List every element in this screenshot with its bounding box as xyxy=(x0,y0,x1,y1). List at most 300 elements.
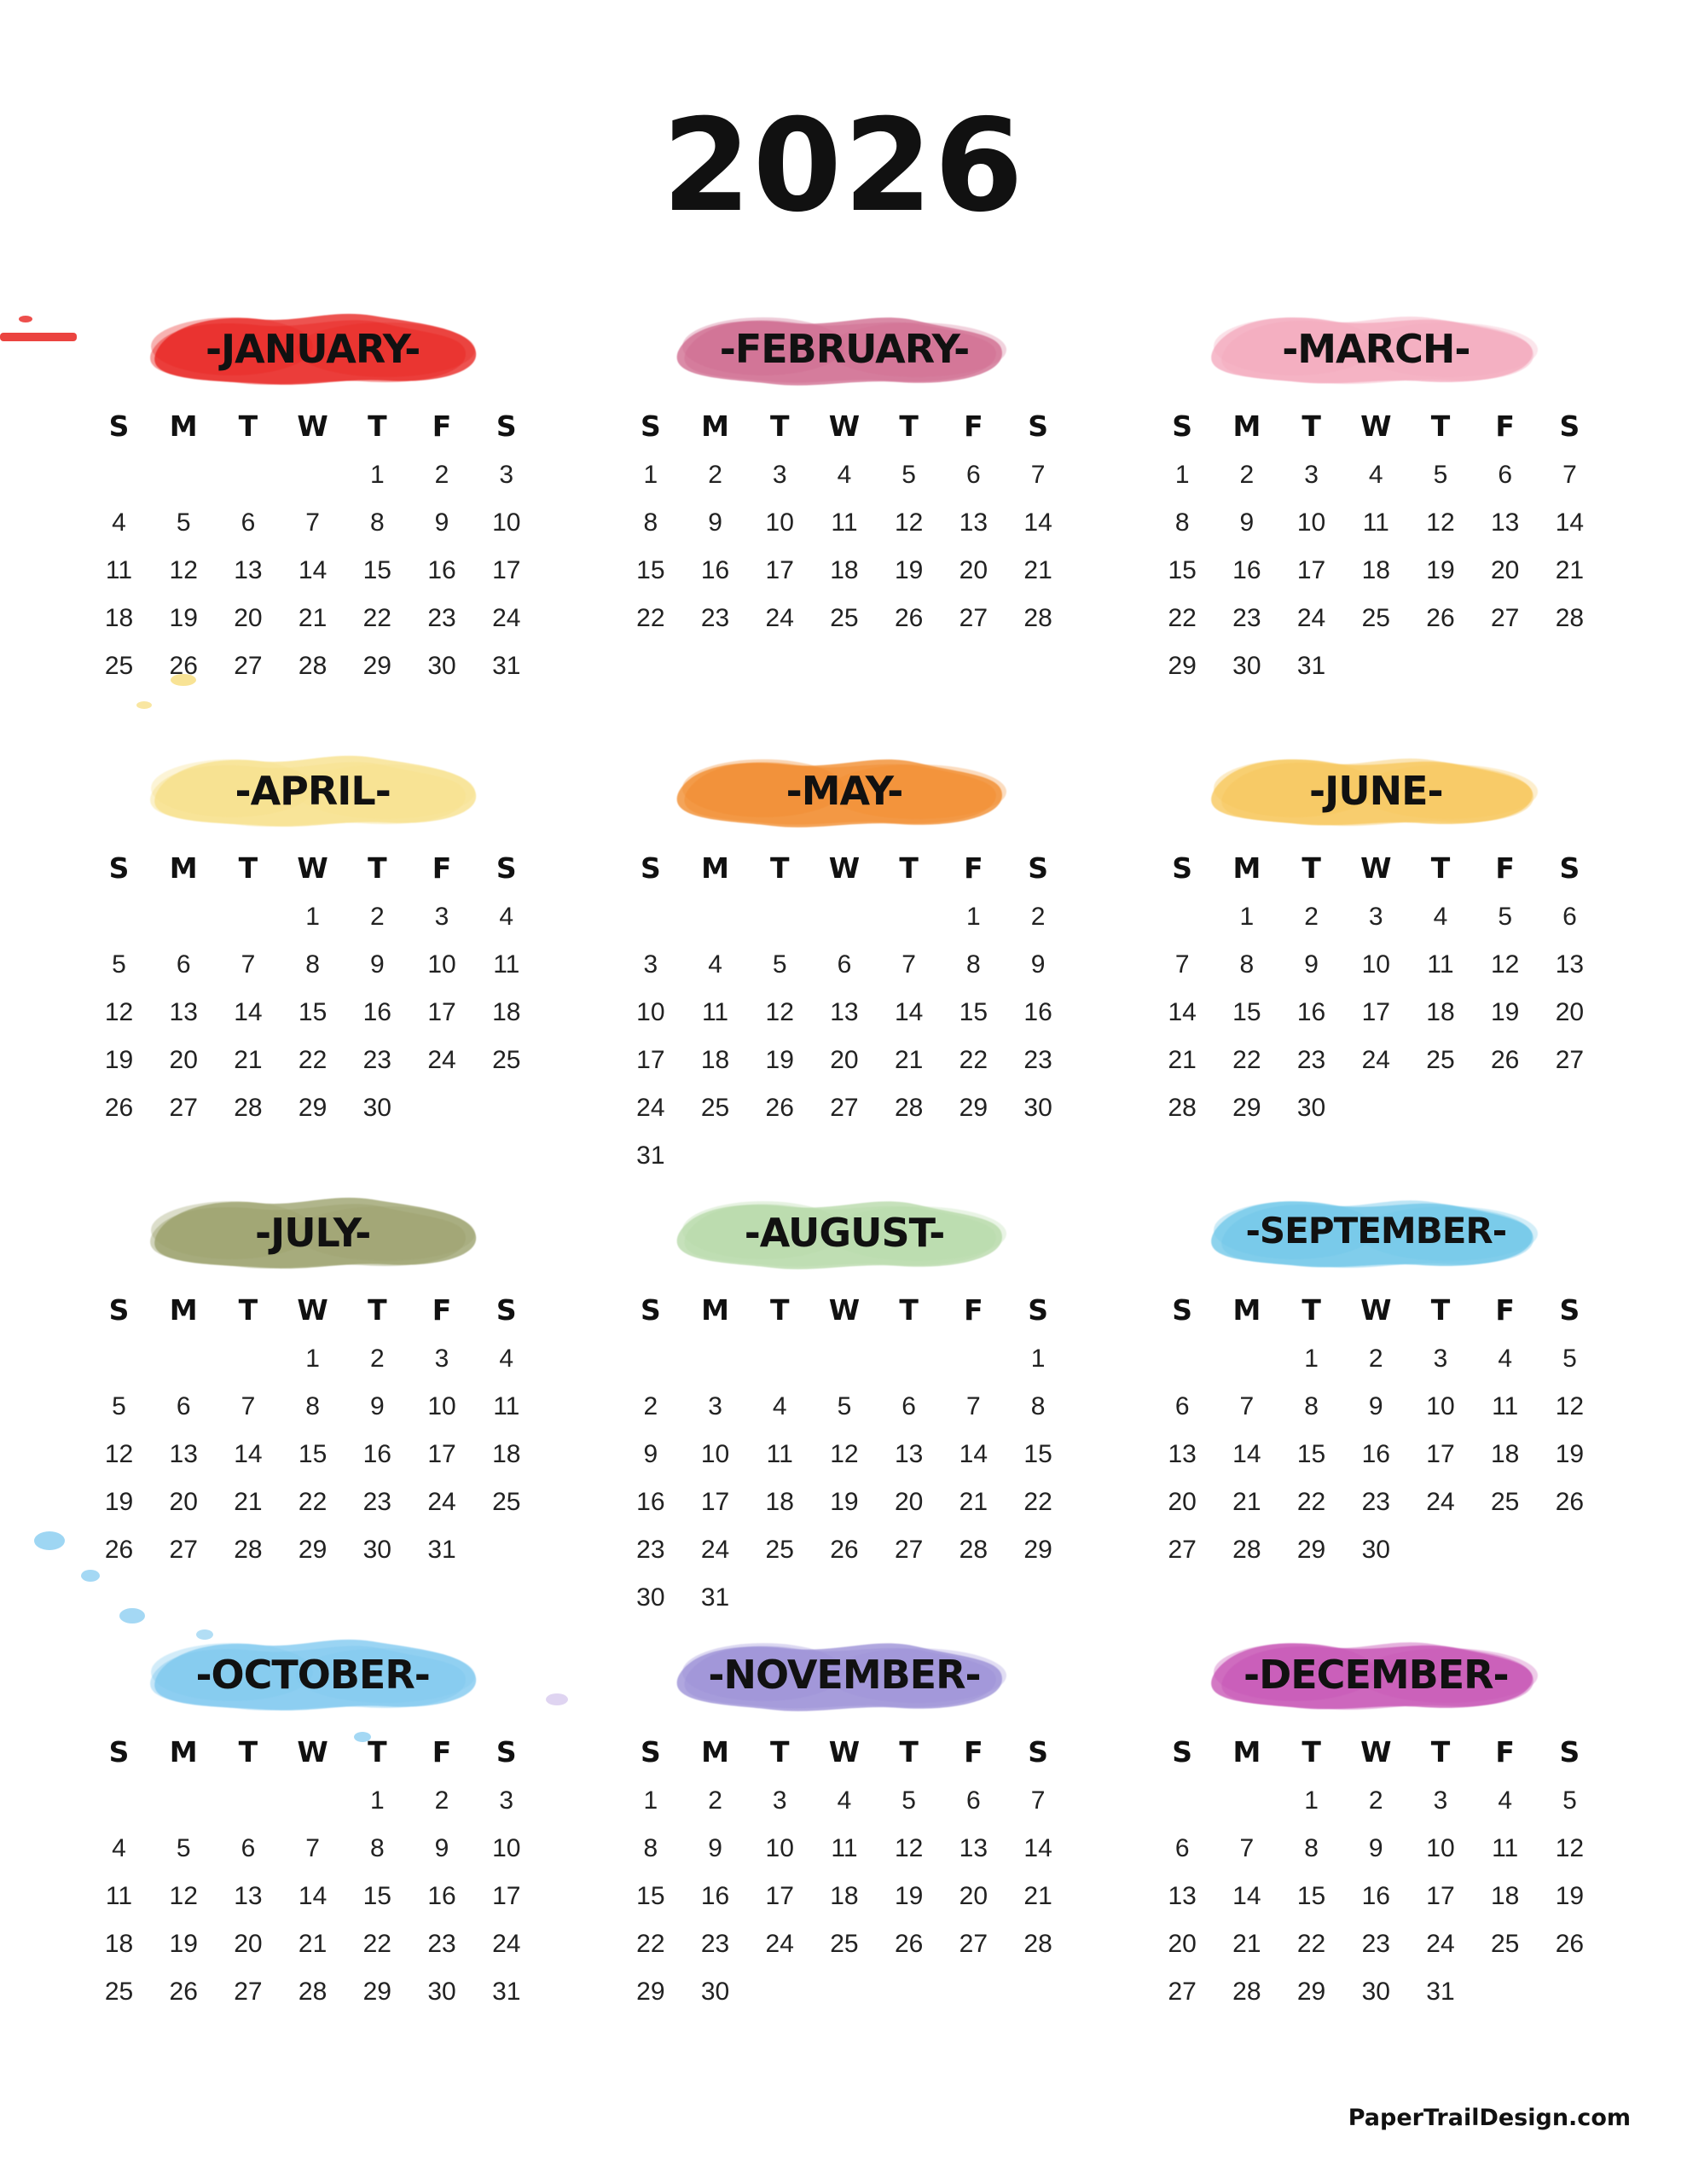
day-cell[interactable]: 20 xyxy=(1555,998,1585,1026)
day-cell[interactable]: 24 xyxy=(492,604,521,632)
day-cell[interactable]: 10 xyxy=(765,508,794,537)
day-cell[interactable]: 26 xyxy=(169,1978,198,2006)
day-cell[interactable]: 25 xyxy=(104,1978,134,2006)
day-cell[interactable]: 27 xyxy=(1168,1978,1197,2006)
day-cell[interactable]: 27 xyxy=(234,1978,263,2006)
day-cell[interactable]: 31 xyxy=(492,652,521,680)
day-cell[interactable]: 5 xyxy=(901,1786,916,1815)
day-cell[interactable]: 16 xyxy=(362,1440,391,1468)
day-cell[interactable]: 8 xyxy=(305,950,320,979)
day-cell[interactable]: 24 xyxy=(1426,1488,1455,1516)
day-cell[interactable]: 24 xyxy=(636,1094,665,1122)
day-cell[interactable]: 3 xyxy=(772,1786,787,1815)
day-cell[interactable]: 3 xyxy=(499,461,514,489)
day-cell[interactable]: 9 xyxy=(369,950,385,979)
day-cell[interactable]: 28 xyxy=(1232,1536,1261,1564)
day-cell[interactable]: 23 xyxy=(427,604,456,632)
day-cell[interactable]: 18 xyxy=(700,1046,730,1074)
day-cell[interactable]: 12 xyxy=(830,1440,859,1468)
day-cell[interactable]: 23 xyxy=(636,1536,665,1564)
day-cell[interactable]: 14 xyxy=(234,998,263,1026)
day-cell[interactable]: 29 xyxy=(1168,652,1197,680)
day-cell[interactable]: 23 xyxy=(427,1930,456,1958)
day-cell[interactable]: 10 xyxy=(427,950,456,979)
day-cell[interactable]: 5 xyxy=(901,461,916,489)
day-cell[interactable]: 4 xyxy=(499,1345,514,1373)
day-cell[interactable]: 22 xyxy=(298,1046,328,1074)
day-cell[interactable]: 9 xyxy=(708,1834,722,1862)
day-cell[interactable]: 22 xyxy=(1296,1488,1326,1516)
day-cell[interactable]: 26 xyxy=(169,652,198,680)
day-cell[interactable]: 16 xyxy=(1232,556,1261,584)
day-cell[interactable]: 3 xyxy=(434,903,449,931)
day-cell[interactable]: 18 xyxy=(492,1440,521,1468)
day-cell[interactable]: 9 xyxy=(434,1834,449,1862)
day-cell[interactable]: 18 xyxy=(765,1488,794,1516)
day-cell[interactable]: 5 xyxy=(176,508,191,537)
day-cell[interactable]: 10 xyxy=(765,1834,794,1862)
day-cell[interactable]: 17 xyxy=(636,1046,665,1074)
day-cell[interactable]: 26 xyxy=(765,1094,794,1122)
day-cell[interactable]: 30 xyxy=(636,1583,665,1612)
day-cell[interactable]: 12 xyxy=(169,1882,198,1910)
day-cell[interactable]: 27 xyxy=(959,604,988,632)
day-cell[interactable]: 24 xyxy=(765,604,794,632)
day-cell[interactable]: 16 xyxy=(427,1882,456,1910)
day-cell[interactable]: 17 xyxy=(427,1440,456,1468)
day-cell[interactable]: 19 xyxy=(169,604,198,632)
day-cell[interactable]: 22 xyxy=(362,604,391,632)
day-cell[interactable]: 23 xyxy=(1361,1930,1390,1958)
day-cell[interactable]: 17 xyxy=(427,998,456,1026)
day-cell[interactable]: 15 xyxy=(959,998,988,1026)
day-cell[interactable]: 18 xyxy=(1426,998,1455,1026)
day-cell[interactable]: 13 xyxy=(169,1440,198,1468)
day-cell[interactable]: 13 xyxy=(959,508,988,537)
day-cell[interactable]: 11 xyxy=(766,1440,793,1468)
day-cell[interactable]: 23 xyxy=(362,1488,391,1516)
day-cell[interactable]: 27 xyxy=(169,1094,198,1122)
day-cell[interactable]: 2 xyxy=(1239,461,1255,489)
day-cell[interactable]: 13 xyxy=(959,1834,988,1862)
day-cell[interactable]: 16 xyxy=(427,556,456,584)
day-cell[interactable]: 28 xyxy=(1023,1930,1052,1958)
day-cell[interactable]: 15 xyxy=(298,998,328,1026)
day-cell[interactable]: 11 xyxy=(1492,1392,1519,1420)
day-cell[interactable]: 10 xyxy=(492,508,521,537)
day-cell[interactable]: 1 xyxy=(1304,1345,1319,1373)
day-cell[interactable]: 23 xyxy=(362,1046,391,1074)
day-cell[interactable]: 18 xyxy=(830,1882,859,1910)
day-cell[interactable]: 5 xyxy=(1562,1786,1577,1815)
day-cell[interactable]: 17 xyxy=(1426,1440,1455,1468)
day-cell[interactable]: 31 xyxy=(1426,1978,1455,2006)
day-cell[interactable]: 13 xyxy=(1168,1882,1197,1910)
day-cell[interactable]: 26 xyxy=(104,1536,134,1564)
day-cell[interactable]: 28 xyxy=(959,1536,988,1564)
day-cell[interactable]: 5 xyxy=(1562,1345,1577,1373)
day-cell[interactable]: 27 xyxy=(234,652,263,680)
day-cell[interactable]: 2 xyxy=(708,461,722,489)
day-cell[interactable]: 16 xyxy=(1023,998,1052,1026)
day-cell[interactable]: 7 xyxy=(1239,1392,1255,1420)
day-cell[interactable]: 11 xyxy=(701,998,729,1026)
day-cell[interactable]: 20 xyxy=(169,1488,198,1516)
day-cell[interactable]: 5 xyxy=(112,1392,126,1420)
day-cell[interactable]: 14 xyxy=(234,1440,263,1468)
day-cell[interactable]: 27 xyxy=(1490,604,1520,632)
day-cell[interactable]: 29 xyxy=(298,1536,328,1564)
day-cell[interactable]: 25 xyxy=(1490,1930,1520,1958)
day-cell[interactable]: 21 xyxy=(1023,556,1052,584)
day-cell[interactable]: 19 xyxy=(169,1930,198,1958)
day-cell[interactable]: 23 xyxy=(1296,1046,1326,1074)
day-cell[interactable]: 15 xyxy=(636,1882,665,1910)
day-cell[interactable]: 26 xyxy=(894,604,924,632)
day-cell[interactable]: 20 xyxy=(894,1488,924,1516)
day-cell[interactable]: 19 xyxy=(894,1882,924,1910)
day-cell[interactable]: 14 xyxy=(1555,508,1585,537)
day-cell[interactable]: 1 xyxy=(966,903,981,931)
day-cell[interactable]: 28 xyxy=(298,652,328,680)
day-cell[interactable]: 7 xyxy=(1030,1786,1046,1815)
day-cell[interactable]: 9 xyxy=(1368,1392,1383,1420)
day-cell[interactable]: 1 xyxy=(369,1786,385,1815)
day-cell[interactable]: 7 xyxy=(1030,461,1046,489)
day-cell[interactable]: 7 xyxy=(1174,950,1190,979)
day-cell[interactable]: 22 xyxy=(1296,1930,1326,1958)
day-cell[interactable]: 10 xyxy=(1426,1392,1455,1420)
day-cell[interactable]: 21 xyxy=(1023,1882,1052,1910)
day-cell[interactable]: 29 xyxy=(298,1094,328,1122)
day-cell[interactable]: 25 xyxy=(104,652,134,680)
day-cell[interactable]: 11 xyxy=(1362,508,1389,537)
day-cell[interactable]: 27 xyxy=(959,1930,988,1958)
day-cell[interactable]: 30 xyxy=(1296,1094,1326,1122)
day-cell[interactable]: 8 xyxy=(643,1834,658,1862)
day-cell[interactable]: 22 xyxy=(1168,604,1197,632)
day-cell[interactable]: 22 xyxy=(1023,1488,1052,1516)
day-cell[interactable]: 26 xyxy=(894,1930,924,1958)
day-cell[interactable]: 4 xyxy=(1368,461,1383,489)
day-cell[interactable]: 22 xyxy=(959,1046,988,1074)
day-cell[interactable]: 10 xyxy=(1426,1834,1455,1862)
day-cell[interactable]: 28 xyxy=(1168,1094,1197,1122)
day-cell[interactable]: 6 xyxy=(1174,1392,1190,1420)
day-cell[interactable]: 15 xyxy=(1023,1440,1052,1468)
day-cell[interactable]: 22 xyxy=(636,604,665,632)
day-cell[interactable]: 2 xyxy=(643,1392,658,1420)
day-cell[interactable]: 24 xyxy=(700,1536,730,1564)
day-cell[interactable]: 4 xyxy=(112,508,126,537)
day-cell[interactable]: 27 xyxy=(169,1536,198,1564)
day-cell[interactable]: 14 xyxy=(1023,508,1052,537)
day-cell[interactable]: 30 xyxy=(700,1978,730,2006)
day-cell[interactable]: 2 xyxy=(708,1786,722,1815)
day-cell[interactable]: 20 xyxy=(1168,1488,1197,1516)
day-cell[interactable]: 16 xyxy=(700,556,730,584)
day-cell[interactable]: 12 xyxy=(1555,1392,1585,1420)
day-cell[interactable]: 12 xyxy=(1426,508,1455,537)
day-cell[interactable]: 31 xyxy=(427,1536,456,1564)
day-cell[interactable]: 26 xyxy=(830,1536,859,1564)
day-cell[interactable]: 26 xyxy=(104,1094,134,1122)
day-cell[interactable]: 6 xyxy=(176,950,191,979)
day-cell[interactable]: 11 xyxy=(105,556,133,584)
day-cell[interactable]: 24 xyxy=(492,1930,521,1958)
day-cell[interactable]: 19 xyxy=(830,1488,859,1516)
day-cell[interactable]: 24 xyxy=(1426,1930,1455,1958)
day-cell[interactable]: 22 xyxy=(636,1930,665,1958)
day-cell[interactable]: 25 xyxy=(765,1536,794,1564)
day-cell[interactable]: 19 xyxy=(1555,1882,1585,1910)
day-cell[interactable]: 8 xyxy=(1304,1834,1319,1862)
day-cell[interactable]: 21 xyxy=(1232,1488,1261,1516)
day-cell[interactable]: 2 xyxy=(1368,1786,1383,1815)
day-cell[interactable]: 3 xyxy=(1368,903,1383,931)
day-cell[interactable]: 24 xyxy=(1296,604,1326,632)
day-cell[interactable]: 28 xyxy=(234,1536,263,1564)
day-cell[interactable]: 3 xyxy=(643,950,658,979)
day-cell[interactable]: 7 xyxy=(966,1392,981,1420)
day-cell[interactable]: 28 xyxy=(234,1094,263,1122)
day-cell[interactable]: 1 xyxy=(643,461,658,489)
day-cell[interactable]: 29 xyxy=(959,1094,988,1122)
day-cell[interactable]: 2 xyxy=(369,903,385,931)
day-cell[interactable]: 2 xyxy=(1030,903,1046,931)
day-cell[interactable]: 15 xyxy=(1232,998,1261,1026)
day-cell[interactable]: 13 xyxy=(1555,950,1585,979)
day-cell[interactable]: 27 xyxy=(1168,1536,1197,1564)
day-cell[interactable]: 24 xyxy=(427,1046,456,1074)
day-cell[interactable]: 17 xyxy=(765,556,794,584)
day-cell[interactable]: 11 xyxy=(105,1882,133,1910)
day-cell[interactable]: 23 xyxy=(1023,1046,1052,1074)
day-cell[interactable]: 11 xyxy=(1427,950,1454,979)
day-cell[interactable]: 20 xyxy=(234,1930,263,1958)
day-cell[interactable]: 3 xyxy=(1304,461,1319,489)
day-cell[interactable]: 18 xyxy=(492,998,521,1026)
day-cell[interactable]: 13 xyxy=(169,998,198,1026)
day-cell[interactable]: 10 xyxy=(700,1440,730,1468)
day-cell[interactable]: 10 xyxy=(427,1392,456,1420)
day-cell[interactable]: 4 xyxy=(708,950,722,979)
day-cell[interactable]: 12 xyxy=(1555,1834,1585,1862)
day-cell[interactable]: 12 xyxy=(894,508,924,537)
day-cell[interactable]: 29 xyxy=(362,1978,391,2006)
day-cell[interactable]: 30 xyxy=(362,1536,391,1564)
day-cell[interactable]: 20 xyxy=(1168,1930,1197,1958)
day-cell[interactable]: 14 xyxy=(1168,998,1197,1026)
day-cell[interactable]: 6 xyxy=(241,508,256,537)
day-cell[interactable]: 6 xyxy=(1562,903,1577,931)
day-cell[interactable]: 5 xyxy=(112,950,126,979)
day-cell[interactable]: 12 xyxy=(894,1834,924,1862)
day-cell[interactable]: 8 xyxy=(966,950,981,979)
day-cell[interactable]: 6 xyxy=(1174,1834,1190,1862)
day-cell[interactable]: 3 xyxy=(434,1345,449,1373)
day-cell[interactable]: 3 xyxy=(499,1786,514,1815)
day-cell[interactable]: 15 xyxy=(1296,1882,1326,1910)
day-cell[interactable]: 4 xyxy=(1498,1786,1513,1815)
day-cell[interactable]: 31 xyxy=(1296,652,1326,680)
day-cell[interactable]: 10 xyxy=(1296,508,1326,537)
day-cell[interactable]: 8 xyxy=(305,1392,320,1420)
day-cell[interactable]: 2 xyxy=(1368,1345,1383,1373)
day-cell[interactable]: 1 xyxy=(305,903,320,931)
day-cell[interactable]: 29 xyxy=(1232,1094,1261,1122)
day-cell[interactable]: 15 xyxy=(636,556,665,584)
day-cell[interactable]: 21 xyxy=(1168,1046,1197,1074)
day-cell[interactable]: 23 xyxy=(1232,604,1261,632)
day-cell[interactable]: 25 xyxy=(1426,1046,1455,1074)
day-cell[interactable]: 18 xyxy=(1361,556,1390,584)
day-cell[interactable]: 24 xyxy=(427,1488,456,1516)
day-cell[interactable]: 21 xyxy=(959,1488,988,1516)
day-cell[interactable]: 25 xyxy=(830,1930,859,1958)
day-cell[interactable]: 20 xyxy=(169,1046,198,1074)
day-cell[interactable]: 29 xyxy=(1296,1536,1326,1564)
day-cell[interactable]: 13 xyxy=(830,998,859,1026)
day-cell[interactable]: 25 xyxy=(830,604,859,632)
day-cell[interactable]: 14 xyxy=(1232,1440,1261,1468)
day-cell[interactable]: 7 xyxy=(305,508,320,537)
day-cell[interactable]: 12 xyxy=(765,998,794,1026)
day-cell[interactable]: 13 xyxy=(1490,508,1520,537)
day-cell[interactable]: 7 xyxy=(241,1392,256,1420)
day-cell[interactable]: 9 xyxy=(434,508,449,537)
day-cell[interactable]: 7 xyxy=(305,1834,320,1862)
day-cell[interactable]: 1 xyxy=(369,461,385,489)
day-cell[interactable]: 19 xyxy=(894,556,924,584)
day-cell[interactable]: 7 xyxy=(1239,1834,1255,1862)
day-cell[interactable]: 21 xyxy=(298,1930,328,1958)
day-cell[interactable]: 3 xyxy=(1433,1786,1448,1815)
day-cell[interactable]: 14 xyxy=(1023,1834,1052,1862)
day-cell[interactable]: 21 xyxy=(298,604,328,632)
day-cell[interactable]: 2 xyxy=(434,461,449,489)
day-cell[interactable]: 12 xyxy=(104,998,134,1026)
day-cell[interactable]: 16 xyxy=(1296,998,1326,1026)
day-cell[interactable]: 8 xyxy=(1239,950,1255,979)
day-cell[interactable]: 29 xyxy=(1023,1536,1052,1564)
day-cell[interactable]: 11 xyxy=(831,1834,858,1862)
day-cell[interactable]: 31 xyxy=(700,1583,730,1612)
day-cell[interactable]: 8 xyxy=(369,508,385,537)
day-cell[interactable]: 17 xyxy=(1426,1882,1455,1910)
day-cell[interactable]: 30 xyxy=(427,652,456,680)
day-cell[interactable]: 16 xyxy=(1361,1882,1390,1910)
day-cell[interactable]: 24 xyxy=(765,1930,794,1958)
day-cell[interactable]: 16 xyxy=(700,1882,730,1910)
day-cell[interactable]: 2 xyxy=(434,1786,449,1815)
day-cell[interactable]: 4 xyxy=(772,1392,787,1420)
day-cell[interactable]: 8 xyxy=(643,508,658,537)
day-cell[interactable]: 15 xyxy=(362,1882,391,1910)
day-cell[interactable]: 30 xyxy=(1023,1094,1052,1122)
day-cell[interactable]: 6 xyxy=(1498,461,1513,489)
day-cell[interactable]: 21 xyxy=(894,1046,924,1074)
day-cell[interactable]: 18 xyxy=(1490,1882,1520,1910)
day-cell[interactable]: 30 xyxy=(1361,1536,1390,1564)
day-cell[interactable]: 9 xyxy=(1030,950,1046,979)
day-cell[interactable]: 13 xyxy=(1168,1440,1197,1468)
day-cell[interactable]: 29 xyxy=(636,1978,665,2006)
day-cell[interactable]: 23 xyxy=(700,604,730,632)
day-cell[interactable]: 30 xyxy=(1361,1978,1390,2006)
day-cell[interactable]: 21 xyxy=(1232,1930,1261,1958)
day-cell[interactable]: 2 xyxy=(1304,903,1319,931)
day-cell[interactable]: 25 xyxy=(1361,604,1390,632)
day-cell[interactable]: 25 xyxy=(700,1094,730,1122)
day-cell[interactable]: 9 xyxy=(369,1392,385,1420)
day-cell[interactable]: 21 xyxy=(1555,556,1585,584)
day-cell[interactable]: 17 xyxy=(700,1488,730,1516)
day-cell[interactable]: 28 xyxy=(1232,1978,1261,2006)
day-cell[interactable]: 25 xyxy=(1490,1488,1520,1516)
day-cell[interactable]: 9 xyxy=(1304,950,1319,979)
day-cell[interactable]: 4 xyxy=(837,461,852,489)
day-cell[interactable]: 5 xyxy=(1498,903,1513,931)
day-cell[interactable]: 16 xyxy=(636,1488,665,1516)
day-cell[interactable]: 4 xyxy=(1433,903,1448,931)
day-cell[interactable]: 15 xyxy=(298,1440,328,1468)
day-cell[interactable]: 8 xyxy=(1174,508,1190,537)
day-cell[interactable]: 9 xyxy=(643,1440,658,1468)
day-cell[interactable]: 31 xyxy=(492,1978,521,2006)
day-cell[interactable]: 4 xyxy=(1498,1345,1513,1373)
day-cell[interactable]: 19 xyxy=(104,1488,134,1516)
day-cell[interactable]: 7 xyxy=(901,950,916,979)
day-cell[interactable]: 11 xyxy=(493,950,520,979)
day-cell[interactable]: 17 xyxy=(1361,998,1390,1026)
day-cell[interactable]: 13 xyxy=(234,1882,263,1910)
day-cell[interactable]: 19 xyxy=(104,1046,134,1074)
day-cell[interactable]: 17 xyxy=(492,1882,521,1910)
day-cell[interactable]: 10 xyxy=(492,1834,521,1862)
day-cell[interactable]: 14 xyxy=(894,998,924,1026)
day-cell[interactable]: 4 xyxy=(499,903,514,931)
day-cell[interactable]: 8 xyxy=(1030,1392,1046,1420)
day-cell[interactable]: 18 xyxy=(104,604,134,632)
day-cell[interactable]: 22 xyxy=(362,1930,391,1958)
day-cell[interactable]: 28 xyxy=(1023,604,1052,632)
day-cell[interactable]: 8 xyxy=(1304,1392,1319,1420)
day-cell[interactable]: 4 xyxy=(112,1834,126,1862)
day-cell[interactable]: 20 xyxy=(959,1882,988,1910)
day-cell[interactable]: 15 xyxy=(362,556,391,584)
day-cell[interactable]: 16 xyxy=(362,998,391,1026)
day-cell[interactable]: 25 xyxy=(492,1488,521,1516)
day-cell[interactable]: 16 xyxy=(1361,1440,1390,1468)
day-cell[interactable]: 13 xyxy=(234,556,263,584)
day-cell[interactable]: 10 xyxy=(636,998,665,1026)
day-cell[interactable]: 13 xyxy=(894,1440,924,1468)
day-cell[interactable]: 1 xyxy=(305,1345,320,1373)
day-cell[interactable]: 19 xyxy=(765,1046,794,1074)
day-cell[interactable]: 1 xyxy=(1174,461,1190,489)
day-cell[interactable]: 14 xyxy=(959,1440,988,1468)
day-cell[interactable]: 18 xyxy=(830,556,859,584)
day-cell[interactable]: 22 xyxy=(298,1488,328,1516)
day-cell[interactable]: 17 xyxy=(765,1882,794,1910)
day-cell[interactable]: 29 xyxy=(1296,1978,1326,2006)
day-cell[interactable]: 17 xyxy=(492,556,521,584)
day-cell[interactable]: 27 xyxy=(894,1536,924,1564)
day-cell[interactable]: 18 xyxy=(1490,1440,1520,1468)
day-cell[interactable]: 25 xyxy=(492,1046,521,1074)
day-cell[interactable]: 7 xyxy=(1562,461,1577,489)
